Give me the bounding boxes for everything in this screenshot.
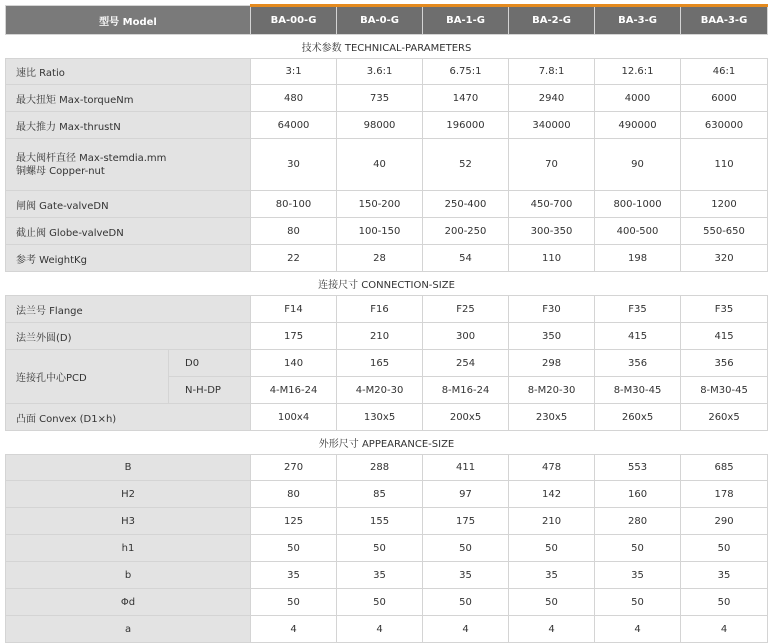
cell: 142 [509, 481, 595, 508]
section-row [6, 431, 768, 455]
cell: 50 [251, 535, 337, 562]
cell: 12.6:1 [595, 59, 681, 85]
row-label: Φd [6, 589, 251, 616]
model-col-header: BA-1-G [423, 6, 509, 35]
cell: 4 [509, 616, 595, 643]
cell: 35 [681, 562, 768, 589]
header-row [6, 6, 768, 35]
cell: 50 [509, 589, 595, 616]
cell: 178 [681, 481, 768, 508]
cell: 2940 [509, 85, 595, 112]
table-row [6, 323, 768, 350]
cell: 35 [251, 562, 337, 589]
section-row [6, 272, 768, 296]
cell: 50 [423, 589, 509, 616]
cell: 298 [509, 350, 595, 377]
cell: 320 [681, 245, 768, 272]
cell: F30 [509, 296, 595, 323]
cell: 40 [337, 139, 423, 191]
table-row [6, 508, 768, 535]
cell: 4-M20-30 [337, 377, 423, 404]
cell: 98000 [337, 112, 423, 139]
row-label: 法兰外圆(D) [6, 323, 251, 350]
cell: 3:1 [251, 59, 337, 85]
cell: 198 [595, 245, 681, 272]
cell: 356 [681, 350, 768, 377]
cell: 50 [681, 589, 768, 616]
cell: 80 [251, 218, 337, 245]
cell: 30 [251, 139, 337, 191]
row-label-line2: 铜螺母 Copper-nut [16, 165, 105, 177]
cell: 400-500 [595, 218, 681, 245]
sub-label: N-H-DP [169, 377, 251, 404]
cell: 155 [337, 508, 423, 535]
cell: 175 [251, 323, 337, 350]
row-label: 最大推力 Max-thrustN [6, 112, 251, 139]
row-label: h1 [6, 535, 251, 562]
model-col-header: BA-00-G [251, 6, 337, 35]
cell: 1470 [423, 85, 509, 112]
cell: 250-400 [423, 191, 509, 218]
cell: 553 [595, 455, 681, 481]
cell: 630000 [681, 112, 768, 139]
cell: 100-150 [337, 218, 423, 245]
cell: 130x5 [337, 404, 423, 431]
cell: 350 [509, 323, 595, 350]
cell: 97 [423, 481, 509, 508]
cell: 210 [337, 323, 423, 350]
cell: 356 [595, 350, 681, 377]
cell: 100x4 [251, 404, 337, 431]
cell: 64000 [251, 112, 337, 139]
row-label-line1: 最大阀杆直径 Max-stemdia.mm [16, 152, 167, 164]
cell: 4 [595, 616, 681, 643]
table-row [6, 455, 768, 481]
cell: 4 [423, 616, 509, 643]
row-label: 闸阀 Gate-valveDN [6, 191, 251, 218]
table-row [6, 616, 768, 643]
cell: 200x5 [423, 404, 509, 431]
cell: 260x5 [681, 404, 768, 431]
cell: 685 [681, 455, 768, 481]
cell: 125 [251, 508, 337, 535]
cell: 160 [595, 481, 681, 508]
table-row [6, 218, 768, 245]
cell: 150-200 [337, 191, 423, 218]
cell: 4 [251, 616, 337, 643]
section-row [6, 35, 768, 59]
section-title-technical: 技术参数 TECHNICAL-PARAMETERS [6, 35, 768, 59]
model-header: 型号 Model [6, 6, 251, 35]
table-row [6, 562, 768, 589]
cell: 52 [423, 139, 509, 191]
row-label: H3 [6, 508, 251, 535]
spec-table [5, 4, 768, 643]
row-label: 截止阀 Globe-valveDN [6, 218, 251, 245]
cell: 35 [509, 562, 595, 589]
cell: F14 [251, 296, 337, 323]
cell: 6.75:1 [423, 59, 509, 85]
table-row [6, 112, 768, 139]
cell: 411 [423, 455, 509, 481]
table-row [6, 535, 768, 562]
cell: 480 [251, 85, 337, 112]
table-row [6, 481, 768, 508]
cell: 1200 [681, 191, 768, 218]
table-row [6, 589, 768, 616]
cell: 50 [423, 535, 509, 562]
cell: 340000 [509, 112, 595, 139]
row-label: B [6, 455, 251, 481]
cell: 50 [595, 589, 681, 616]
row-label: 凸面 Convex (D1×h) [6, 404, 251, 431]
cell: 280 [595, 508, 681, 535]
cell: 415 [595, 323, 681, 350]
cell: 110 [681, 139, 768, 191]
table-row [6, 85, 768, 112]
row-label: b [6, 562, 251, 589]
cell: 415 [681, 323, 768, 350]
row-label: 连接孔中心PCD [6, 350, 169, 404]
cell: 28 [337, 245, 423, 272]
table-row [6, 350, 768, 377]
cell: 110 [509, 245, 595, 272]
cell: 80 [251, 481, 337, 508]
cell: 735 [337, 85, 423, 112]
cell: 175 [423, 508, 509, 535]
cell: 50 [337, 589, 423, 616]
cell: 270 [251, 455, 337, 481]
model-col-header: BA-3-G [595, 6, 681, 35]
table-row [6, 191, 768, 218]
row-label [6, 139, 251, 191]
cell: 450-700 [509, 191, 595, 218]
cell: 8-M20-30 [509, 377, 595, 404]
cell: 478 [509, 455, 595, 481]
cell: 290 [681, 508, 768, 535]
cell: 140 [251, 350, 337, 377]
cell: 35 [423, 562, 509, 589]
cell: 8-M16-24 [423, 377, 509, 404]
cell: 260x5 [595, 404, 681, 431]
cell: 800-1000 [595, 191, 681, 218]
row-label: 最大扭矩 Max-torqueNm [6, 85, 251, 112]
cell: 90 [595, 139, 681, 191]
cell: 210 [509, 508, 595, 535]
cell: F35 [595, 296, 681, 323]
cell: 46:1 [681, 59, 768, 85]
cell: 550-650 [681, 218, 768, 245]
model-col-header: BA-0-G [337, 6, 423, 35]
row-label: 速比 Ratio [6, 59, 251, 85]
cell: F35 [681, 296, 768, 323]
sub-label: D0 [169, 350, 251, 377]
cell: 70 [509, 139, 595, 191]
cell: 7.8:1 [509, 59, 595, 85]
cell: 50 [595, 535, 681, 562]
cell: 288 [337, 455, 423, 481]
row-label: H2 [6, 481, 251, 508]
cell: 4000 [595, 85, 681, 112]
cell: 50 [251, 589, 337, 616]
section-title-appearance: 外形尺寸 APPEARANCE-SIZE [6, 431, 768, 455]
section-title-connection: 连接尺寸 CONNECTION-SIZE [6, 272, 768, 296]
cell: F25 [423, 296, 509, 323]
cell: 54 [423, 245, 509, 272]
cell: 300 [423, 323, 509, 350]
cell: 490000 [595, 112, 681, 139]
cell: 300-350 [509, 218, 595, 245]
cell: 254 [423, 350, 509, 377]
model-col-header: BAA-3-G [681, 6, 768, 35]
table-row [6, 139, 768, 191]
cell: 22 [251, 245, 337, 272]
cell: 35 [337, 562, 423, 589]
row-label: a [6, 616, 251, 643]
model-col-header: BA-2-G [509, 6, 595, 35]
cell: 50 [509, 535, 595, 562]
cell: 8-M30-45 [681, 377, 768, 404]
table-row [6, 245, 768, 272]
cell: 6000 [681, 85, 768, 112]
row-label: 参考 WeightKg [6, 245, 251, 272]
cell: 50 [337, 535, 423, 562]
cell: 8-M30-45 [595, 377, 681, 404]
cell: 50 [681, 535, 768, 562]
table-row [6, 59, 768, 85]
cell: 4 [681, 616, 768, 643]
cell: 200-250 [423, 218, 509, 245]
table-row [6, 296, 768, 323]
table-row [6, 404, 768, 431]
cell: 80-100 [251, 191, 337, 218]
cell: F16 [337, 296, 423, 323]
cell: 35 [595, 562, 681, 589]
cell: 230x5 [509, 404, 595, 431]
cell: 4 [337, 616, 423, 643]
cell: 4-M16-24 [251, 377, 337, 404]
cell: 3.6:1 [337, 59, 423, 85]
cell: 196000 [423, 112, 509, 139]
cell: 85 [337, 481, 423, 508]
cell: 165 [337, 350, 423, 377]
row-label: 法兰号 Flange [6, 296, 251, 323]
